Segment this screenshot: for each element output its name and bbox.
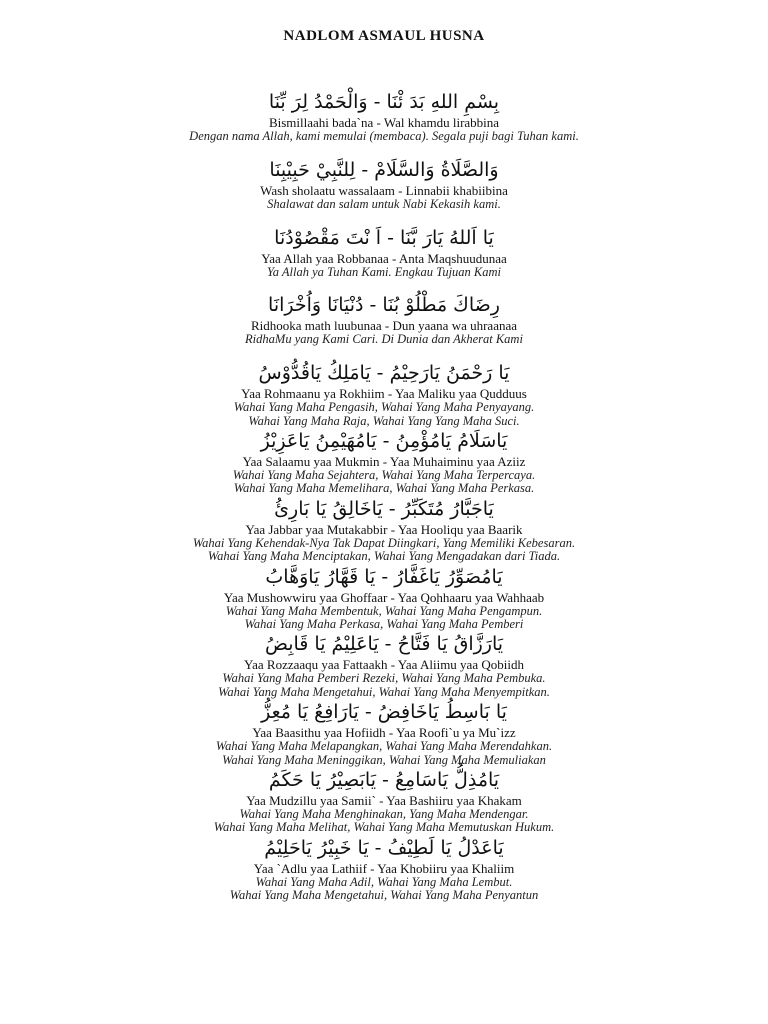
- arabic-verse: يَامُصَوِّرُ يَاغَفَّارُ - يَا قَهَّارُ يَاوَهَّابُ: [265, 565, 503, 588]
- verse-block: [0, 291, 768, 359]
- arabic-verse: بِسْمِ اللهِ بَدَ ئْنَا - وَالْحَمْدُ لِرَ بِّنَا: [268, 91, 500, 113]
- arabic-verse: يَا بَاسِطُ يَاخَافِضُ - يَارَافِعُ يَا مُعِزُّ: [261, 701, 507, 724]
- arabic-verse: يَاعَدْلُ يَا لَطِيْفُ - يَا خَبِيْرُ يَاحَلِيْمُ: [264, 836, 504, 859]
- translation-line: Wahai Yang Kehendak-Nya Tak Dapat Diingkari, Yang Memiliki Kebesaran.: [192, 535, 576, 550]
- verse-block: [0, 630, 768, 698]
- latin-transliteration: Bismillaahi bada`na - Wal khamdu lirabbina: [268, 115, 500, 130]
- translation-line: Wahai Yang Maha Menciptakan, Wahai Yang Mengadakan dari Tiada.: [207, 549, 561, 564]
- translation-line: Wahai Yang Maha Mengetahui, Wahai Yang Maha Penyantun: [229, 888, 539, 903]
- translation-line: Wahai Yang Maha Sejahtera, Wahai Yang Maha Terpercaya.: [232, 467, 536, 482]
- translation-line: Wahai Yang Maha Meninggikan, Wahai Yang Maha Memuliakan: [222, 752, 546, 767]
- latin-transliteration: Yaa Allah yaa Robbanaa - Anta Maqshuudunaa: [261, 250, 507, 266]
- verse-block: [0, 88, 768, 156]
- translation-line: Wahai Yang Maha Pengasih, Wahai Yang Maha Penyayang.: [233, 400, 535, 415]
- verse-block: [0, 156, 768, 224]
- latin-transliteration: Yaa Mudzillu yaa Samii` - Yaa Bashiiru yaa Khakam: [246, 792, 522, 808]
- translation-line: Wahai Yang Maha Pemberi Rezeki, Wahai Yang Maha Pembuka.: [222, 671, 546, 686]
- translation-line: Wahai Yang Maha Adil, Wahai Yang Maha Lembut.: [255, 874, 513, 889]
- verse-list: [0, 88, 768, 902]
- verse-block: [0, 563, 768, 631]
- document-title: NADLOM ASMAUL HUSNA: [283, 28, 485, 44]
- latin-transliteration: Yaa Rohmaanu ya Rokhiim - Yaa Maliku yaa Qudduus: [241, 386, 527, 402]
- latin-transliteration: Yaa `Adlu yaa Lathiif - Yaa Khobiiru yaa Khaliim: [253, 860, 515, 876]
- arabic-verse: رِضَاكَ مَطْلُوْ بُنَا - دُنْيَانَا وَاُخْرَانَا: [268, 294, 500, 317]
- translation-line: Wahai Yang Maha Perkasa, Wahai Yang Maha Pemberi: [244, 617, 524, 632]
- arabic-verse: يَا اَللهُ يَارَ بَّنَا - اَ نْتَ مَقْصُوْدُنَا: [274, 226, 494, 249]
- latin-transliteration: Yaa Jabbar yaa Mutakabbir - Yaa Hooliqu yaa Baarik: [245, 521, 523, 537]
- verse-block: [0, 766, 768, 834]
- latin-transliteration: Yaa Baasithu yaa Hofiidh - Yaa Roofi`u ya Mu`izz: [252, 725, 516, 741]
- arabic-verse: وَالصَّلَاةُ وَالسَّلَامْ - لِلنَّبِيْ حَبِيْبِنَا: [269, 158, 499, 181]
- latin-transliteration: Wash sholaatu wassalaam - Linnabii khabiibina: [260, 182, 508, 198]
- latin-transliteration: Yaa Rozzaaqu yaa Fattaakh - Yaa Aliimu yaa Qobiidh: [244, 657, 524, 673]
- verse-block: [0, 698, 768, 766]
- verse-block: [0, 359, 768, 427]
- translation-line: Dengan nama Allah, kami memulai (membaca). Segala puji bagi Tuhan kami.: [189, 129, 579, 143]
- latin-transliteration: Yaa Mushowwiru yaa Ghoffaar - Yaa Qohhaaru yaa Wahhaab: [223, 589, 545, 605]
- translation-line: Shalawat dan salam untuk Nabi Kekasih kami.: [267, 196, 501, 211]
- translation-line: Wahai Yang Maha Membentuk, Wahai Yang Maha Pengampun.: [225, 603, 543, 618]
- translation-line: Wahai Yang Maha Raja, Wahai Yang Yang Maha Suci.: [248, 413, 520, 428]
- translation-line: Wahai Yang Maha Mengetahui, Wahai Yang Maha Menyempitkan.: [218, 684, 550, 699]
- verse-block: [0, 495, 768, 563]
- arabic-verse: يَارَزَّاقُ يَا فَتَّاحُ - يَاعَلِيْمُ يَا قَابِضُ: [264, 633, 504, 656]
- translation-line: Wahai Yang Maha Melihat, Wahai Yang Maha Memutuskan Hukum.: [213, 820, 555, 835]
- arabic-verse: يَا رَحْمَنُ يَارَحِيْمُ - يَامَلِكُ يَاقُدُّوْسُ: [258, 362, 510, 385]
- verse-block: [0, 427, 768, 495]
- arabic-verse: يَاسَلَامُ يَامُؤْمِنُ - يَامُهَيْمِنُ يَاعَزِيْزُ: [260, 429, 508, 452]
- translation-line: Wahai Yang Maha Menghinakan, Yang Maha Mendengar.: [239, 806, 529, 821]
- latin-transliteration: Yaa Salaamu yaa Mukmin - Yaa Muhaiminu yaa Aziiz: [242, 453, 526, 469]
- verse-block: [0, 224, 768, 292]
- arabic-verse: يَامُذِلُّ يَاسَامِعُ - يَابَصِيْرُ يَا حَكَمُ: [268, 768, 500, 791]
- arabic-verse: يَاجَبَّارُ مُتَكَبِّرُ - يَاخَالِقُ يَا بَارِئُ: [274, 497, 494, 520]
- translation-line: Wahai Yang Maha Memelihara, Wahai Yang Maha Perkasa.: [233, 481, 535, 496]
- translation-line: RidhaMu yang Kami Cari. Di Dunia dan Akherat Kami: [245, 332, 523, 347]
- verse-block: [0, 834, 768, 902]
- translation-line: Ya Allah ya Tuhan Kami. Engkau Tujuan Kami: [266, 264, 502, 279]
- latin-transliteration: Ridhooka math luubunaa - Dun yaana wa uhraanaa: [250, 318, 518, 334]
- translation-line: Wahai Yang Maha Melapangkan, Wahai Yang Maha Merendahkan.: [215, 739, 553, 754]
